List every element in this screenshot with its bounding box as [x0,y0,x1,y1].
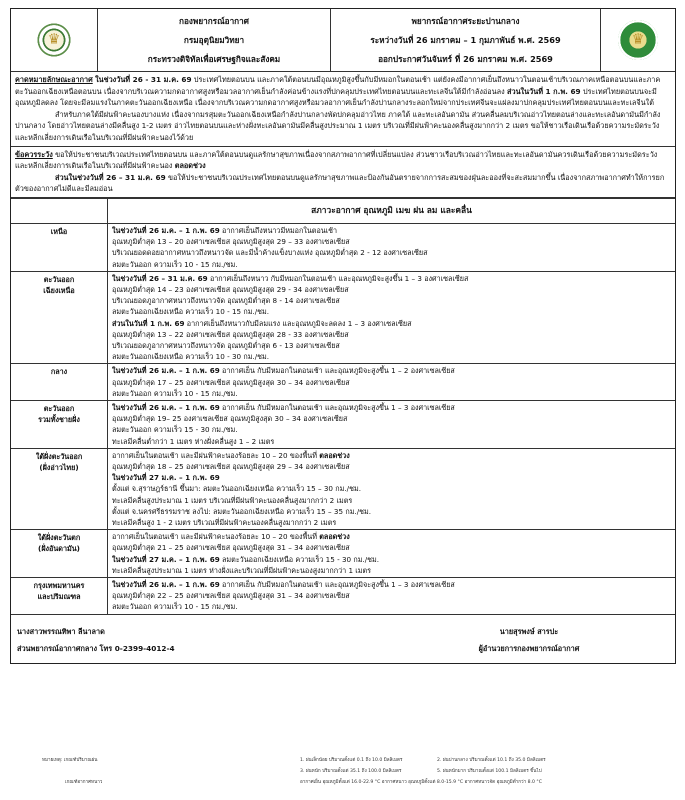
forecast-period: ในช่วงวันที่ 26 ม.ค. – 1 ก.พ. 69 [112,580,220,590]
forecast-line [112,601,671,612]
forecaster-block [17,623,175,657]
org-ministry: กระทรวงดิจิทัลเพื่อเศรษฐกิจและสังคม [147,53,281,64]
forecast-document [10,8,676,664]
forecast-line [112,461,671,472]
forecast-line [112,542,671,553]
forecast-line [112,565,671,576]
region-name-line: ใต้ฝั่งตะวันออก [35,451,83,461]
conditions-header: สภาวะอากาศ อุณหภูมิ เมฆ ฝน ลม และคลื่น [108,198,676,223]
forecast-line [112,318,671,329]
forecast-text: ลมตะวันออกเฉียงเหนือ ความเร็ว 10 - 15 กม./ชม. [112,307,270,317]
forecast-text: อุณหภูมิต่ำสุด 18 – 25 องศาเซลเซียส อุณหภูมิสูงสุด 29 – 34 องศาเซลเซียส [112,462,350,471]
forecast-line [112,531,671,542]
table-row [11,364,675,401]
region-name [11,530,108,578]
signature-block [11,615,675,663]
forecast-period: ส่วนในวันที่ 1 ก.พ. 69 [112,318,185,328]
region-name-line: กลาง [50,367,68,377]
caution-paragraph-1 [15,149,671,172]
forecast-text: อากาศเย็น กับมีหมอกในตอนเช้า และอุณหภูมิจะสูงขึ้น 1 – 3 องศาเซลเซียส [219,580,455,590]
forecast-line [112,388,671,399]
director-name: นายสุรพงษ์ สารปะ [499,626,559,636]
forecast-text: ทะเลมีคลื่นสูง 1 - 2 เมตร บริเวณที่มีฝนฟ้าคะนองคลื่นสูงมากกว่า 2 เมตร [112,518,337,528]
left-logo-cell [11,9,98,71]
forecast-line [112,306,671,317]
forecast-line [112,495,671,506]
region-name [11,578,108,615]
forecast-text: ลมตะวันออกเฉียงเหนือ ความเร็ว 10 - 30 กม./ชม. [112,352,270,362]
forecast-text: อุณหภูมิต่ำสุด 17 – 25 องศาเซลเซียส อุณหภูมิสูงสุด 30 – 34 องศาเซลเซียส [112,377,350,387]
forecast-text: ทะเลมีคลื่นสูงประมาณ 1 เมตร ห่างฝั่งและบริเวณที่มีฝนฟ้าคะนองสูงมากกว่า 1 เมตร [112,565,372,575]
rain-heavy: 3. ฝนหนัก ปริมาณตั้งแต่ 35.1 ถึง 100.0 มิลลิเมตร [300,769,402,774]
forecast-text: อุณหภูมิต่ำสุด 13 – 20 องศาเซลเซียส อุณหภูมิสูงสุด 29 – 33 องศาเซลเซียส [112,237,350,247]
regional-forecast-table [11,198,675,615]
forecast-throughout: ตลอดช่วง [319,450,350,460]
forecast-line [112,413,671,424]
rain-very-heavy: 5. ฝนหนักมาก ปริมาณตั้งแต่ 100.1 มิลลิเมตร ขึ้นไป [437,769,542,774]
region-name-line: ใต้ฝั่งตะวันตก [37,533,81,543]
table-row [11,530,675,578]
forecast-text: อากาศเย็นในตอนเช้า และมีฝนฟ้าคะนองร้อยละ 10 – 20 ของพื้นที่ [112,450,320,460]
region-name-line: และปริมณฑล [37,592,81,602]
document-header [11,9,675,72]
forecast-text: อุณหภูมิต่ำสุด 22 – 25 องศาเซลเซียส อุณหภูมิสูงสุด 31 – 34 องศาเซลเซียส [112,591,350,601]
forecast-text: ลมตะวันออกเฉียงเหนือ ความเร็ว 15 - 30 กม./ชม. [219,554,380,564]
forecast-line [112,351,671,362]
outlook-text-1: ประเทศไทยตอนบน และภาคใต้ตอนบนมีอุณหภูมิสูงขึ้นกับมีหมอกในตอนเช้า แต่ยังคงมีอากาศเย็นถึงหนาวในตอนเช้าบริเวณภาคเหนือตอนบนและภาคตะวันออกเฉียงเหนือตอนบน เนื่องจากบริเวณความกดอากาศสูงหรือมวลอากาศเย็นกำลังค่อนข้างแรงที่ปกคลุมประเทศไทยตอนบนและทะเลจีนใต้มีกำลังอ่อนลง [15,75,661,96]
forecast-text: ตั้งแต่ จ.สุราษฎร์ธานี ขึ้นมา: ลมตะวันออกเฉียงเหนือ ความเร็ว 15 – 30 กม./ชม. [112,484,361,494]
outlook-period-2: ส่วนในวันที่ 1 ก.พ. 69 [507,86,581,96]
director-block [429,623,629,657]
region-name-line: เฉียงเหนือ [43,285,75,295]
forecast-period: ในช่วงวันที่ 26 – 31 ม.ค. 69 [112,273,208,283]
org-department: กรมอุตุนิยมวิทยา [183,34,245,45]
region-name-line: เหนือ [50,226,68,236]
outlook-label: คาดหมายลักษณะอากาศ [15,75,93,84]
outlook-text-2: ประเทศไทยตอนบนจะมีอุณหภูมิลดลง โดยจะมีลมแรงในภาคตะวันออกเฉียงเหนือ เนื่องจากบริเวณความกดอากาศสูงหรือมวลอากาศเย็นกำลังปานกลางระลอกใหม่จากประเทศจีนจะแผ่ลงมาปกคลุมประเทศไทยตอนบนและทะเลจีนใต้ [15,86,657,108]
forecast-period: ระหว่างวันที่ 26 มกราคม – 1 กุมภาพันธ์ พ.ศ. 2569 [370,34,561,45]
table-row [11,578,675,615]
forecast-throughout: ตลอดช่วง [319,532,350,542]
forecast-text: ลมตะวันออก ความเร็ว 15 - 30 กม./ชม. [112,425,238,435]
forecast-line [112,225,671,236]
forecast-line [112,247,671,258]
rain-criteria-label: หมายเหตุ: เกณฑ์ปริมาณฝน [42,758,98,763]
region-name [11,223,108,271]
forecast-line [112,402,671,413]
forecast-text: อากาศเย็นในตอนเช้า และมีฝนฟ้าคะนองร้อยละ 10 – 20 ของพื้นที่ [112,532,320,542]
forecast-line [112,340,671,351]
region-name-line: กรุงเทพมหานคร [33,581,85,591]
forecast-line [112,436,671,447]
caution-throughout: ตลอดช่วง [174,161,206,171]
forecaster-department: ส่วนพยากรณ์อากาศกลาง โทร 0-2399-4012-4 [17,643,175,653]
forecast-frame [10,8,676,664]
region-forecast [108,578,676,615]
region-name-line: ตะวันออก [43,274,75,284]
region-name-line: (ฝั่งอันดามัน) [38,544,80,554]
forecast-line [112,295,671,306]
ministry-emblem-icon: ♛ [618,20,658,60]
forecast-text: ลมตะวันออก ความเร็ว 10 - 15 กม./ชม. [112,602,238,612]
tmd-emblem-icon: ♛ [34,20,74,60]
cold-criteria-label: เกณฑ์อากาศหนาว [65,780,103,785]
outlook-paragraph-2: สำหรับภาคใต้มีฝนฟ้าคะนองบางแห่ง เนื่องจากมรสุมตะวันออกเฉียงเหนือกำลังปานกลางพัดปกคลุมอ่าวไทย ภาคใต้ และทะเลอันดามัน ส่วนคลื่นลมบริเวณอ่าวไทยตอนล่างและทะเลอันดามันมีกำลังปานกลาง โดยอ่าวไทยตอนล่างมีคลื่นสูง 1-2 เมตร อ่าวไทยตอนบนและห่างฝั่งทะเลอันดามันมีคลื่นสูงประมาณ 1 เมตร บริเวณที่มีฝนฟ้าคะนองคลื่นสูงมากกว่า 2 เมตร ขอให้ชาวเรือเดินเรือด้วยความระมัดระวังและหลีกเลี่ยงการเดินเรือในบริเวณที่มีฝนฟ้าคะนองไว้ด้วย [15,109,661,142]
document-title: พยากรณ์อากาศระยะปานกลาง [411,15,520,26]
caution-text-2: ขอให้ประชาชนบริเวณประเทศไทยตอนบนดูแลรักษาสุขภาพและป้องกันอันตรายจากการสะสมของฝุ่นละอองที่จะสะสมมากขึ้น เนื่องจากสภาพอากาศทำให้การยกตัวของอากาศไม่ดีและมีลมอ่อน [15,172,665,194]
forecast-text: อุณหภูมิต่ำสุด 19– 25 องศาเซลเซียส อุณหภูมิสูงสุด 30 – 34 องศาเซลเซียส [112,414,348,424]
forecast-line [112,579,671,590]
forecast-line [112,377,671,388]
forecast-line [112,365,671,376]
forecast-line [112,506,671,517]
region-name-line: ตะวันออก [43,403,75,413]
table-row [11,271,675,364]
forecast-period: ในช่วงวันที่ 27 ม.ค. – 1 ก.พ. 69 [112,473,220,483]
director-title: ผู้อำนวยการกองพยากรณ์อากาศ [478,643,580,653]
caution-text-1: ขอให้ประชาชนบริเวณประเทศไทยตอนบน และภาคใต้ตอนบนดูแลรักษาสุขภาพเนื่องจากสภาพอากาศที่เปลี่ยนแปลง ส่วนชาวเรือบริเวณอ่าวไทยและทะเลอันดามันควรเดินเรือด้วยความระมัดระวัง และหลีกเลี่ยงการเดินเรือในบริเวณที่มีฝนฟ้าคะนอง [15,149,658,171]
region-name-line: รวมทั้งชายฝั่ง [38,415,80,425]
forecast-period: ในช่วงวันที่ 27 ม.ค. – 1 ก.พ. 69 [112,554,220,564]
forecast-text: อากาศเย็นถึงหนาว กับมีหมอกในตอนเช้า และอุณหภูมิจะสูงขึ้น 1 – 3 องศาเซลเซียส [207,273,469,283]
outlook-section [11,72,675,147]
forecast-text: อุณหภูมิต่ำสุด 14 – 23 องศาเซลเซียส อุณหภูมิสูงสุด 29 - 34 องศาเซลเซียส [112,284,349,294]
forecast-line [112,236,671,247]
forecast-line [112,273,671,284]
forecast-line [112,517,671,528]
forecast-text: ลมตะวันออก ความเร็ว 10 - 15 กม./ชม. [112,259,238,269]
forecast-line [112,483,671,494]
forecast-text: อากาศเย็นถึงหนาวกับมีลมแรง และอุณหภูมิจะลดลง 1 – 3 องศาเซลเซียส [184,318,412,328]
forecast-text: อุณหภูมิต่ำสุด 13 – 22 องศาเซลเซียส อุณหภูมิสูงสุด 28 - 33 องศาเซลเซียส [112,329,349,339]
region-name-line: (ฝั่งอ่าวไทย) [39,463,79,472]
forecast-line [112,554,671,565]
org-division: กองพยากรณ์อากาศ [179,15,249,26]
rain-light: 1. ฝนเล็กน้อย ปริมาณตั้งแต่ 0.1 ถึง 10.0 มิลลิเมตร [300,758,403,763]
forecast-line [112,284,671,295]
forecast-text: ทะเลมีคลื่นต่ำกว่า 1 เมตร ห่างฝั่งคลื่นสูง 1 – 2 เมตร [112,436,275,446]
forecast-line [112,450,671,461]
forecast-text: บริเวณยอดภูอากาศหนาวถึงหนาวจัด อุณหภูมิต่ำสุด 8 - 14 องศาเซลเซียส [112,296,340,306]
region-forecast [108,223,676,271]
outlook-paragraph-1 [15,74,671,109]
forecaster-name: นางสาวพรรณทิพา ลีนาลาด [17,626,105,636]
region-name [11,364,108,401]
forecast-text: บริเวณยอดภูอากาศหนาวถึงหนาวจัด อุณหภูมิต่ำสุด 6 - 13 องศาเซลเซียส [112,340,340,350]
organization-block [98,9,331,71]
region-forecast [108,271,676,364]
forecast-text: ทะเลมีคลื่นสูงประมาณ 1 เมตร บริเวณที่มีฝนฟ้าคะนองคลื่นสูงมากกว่า 2 เมตร [112,495,353,505]
forecast-line [112,329,671,340]
region-forecast [108,364,676,401]
table-header-row [11,198,675,223]
forecast-period: ในช่วงวันที่ 26 ม.ค. – 1 ก.พ. 69 [112,366,220,376]
forecast-text: อากาศเย็นถึงหนาวมีหมอกในตอนเช้า [219,225,338,235]
forecast-text: อากาศเย็น กับมีหมอกในตอนเช้า และอุณหภูมิจะสูงขึ้น 1 – 2 องศาเซลเซียส [219,366,455,376]
forecast-line [112,590,671,601]
right-logo-cell [601,9,675,71]
forecast-period: ในช่วงวันที่ 26 ม.ค. – 1 ก.พ. 69 [112,225,220,235]
caution-label: ข้อควรระวัง [15,149,53,159]
forecast-line [112,424,671,435]
rain-moderate: 2. ฝนปานกลาง ปริมาณตั้งแต่ 10.1 ถึง 35.0 มิลลิเมตร [437,758,546,763]
forecast-text: ตั้งแต่ จ.นครศรีธรรมราช ลงไป: ลมตะวันออกเฉียงเหนือ ความเร็ว 15 – 35 กม./ชม. [112,506,372,516]
region-name [11,448,108,529]
forecast-text: บริเวณยอดดอยอากาศหนาวถึงหนาวจัด และมีน้ำค้างแข็งบางแห่ง อุณหภูมิต่ำสุด 2 - 12 องศาเซลเซียส [112,248,428,258]
forecast-text: ลมตะวันออก ความเร็ว 10 - 15 กม./ชม. [112,388,238,398]
table-row [11,400,675,448]
forecast-text: อุณหภูมิต่ำสุด 21 – 25 องศาเซลเซียส อุณหภูมิสูงสุด 31 – 34 องศาเซลเซียส [112,543,350,553]
forecast-line [112,259,671,270]
forecast-line [112,472,671,483]
table-row [11,448,675,529]
issue-date: ออกประกาศวันจันทร์ ที่ 26 มกราคม พ.ศ. 2569 [378,53,553,64]
forecast-period: ในช่วงวันที่ 26 ม.ค. – 1 ก.พ. 69 [112,402,220,412]
caution-section [11,147,675,198]
forecast-text: อากาศเย็น กับมีหมอกในตอนเช้า และอุณหภูมิจะสูงขึ้น 1 – 3 องศาเซลเซียส [219,402,455,412]
table-row [11,223,675,271]
caution-paragraph-2 [15,172,671,195]
outlook-period-1: ในช่วงวันที่ 26 - 31 ม.ค. 69 [95,75,192,84]
title-block [331,9,601,71]
region-forecast [108,448,676,529]
region-name [11,400,108,448]
region-header-cell [11,198,108,223]
caution-period: ส่วนในช่วงวันที่ 26 – 31 ม.ค. 69 [55,172,166,182]
region-name [11,271,108,364]
region-forecast [108,530,676,578]
cold-criteria: อากาศเย็น อุณหภูมิตั้งแต่ 16.0-22.9 °C อากาศหนาว อุณหภูมิตั้งแต่ 8.0-15.9 °C อากาศหนาวจัด อุณหภูมิต่ำกว่า 8.0 °C [300,780,542,785]
region-forecast [108,400,676,448]
